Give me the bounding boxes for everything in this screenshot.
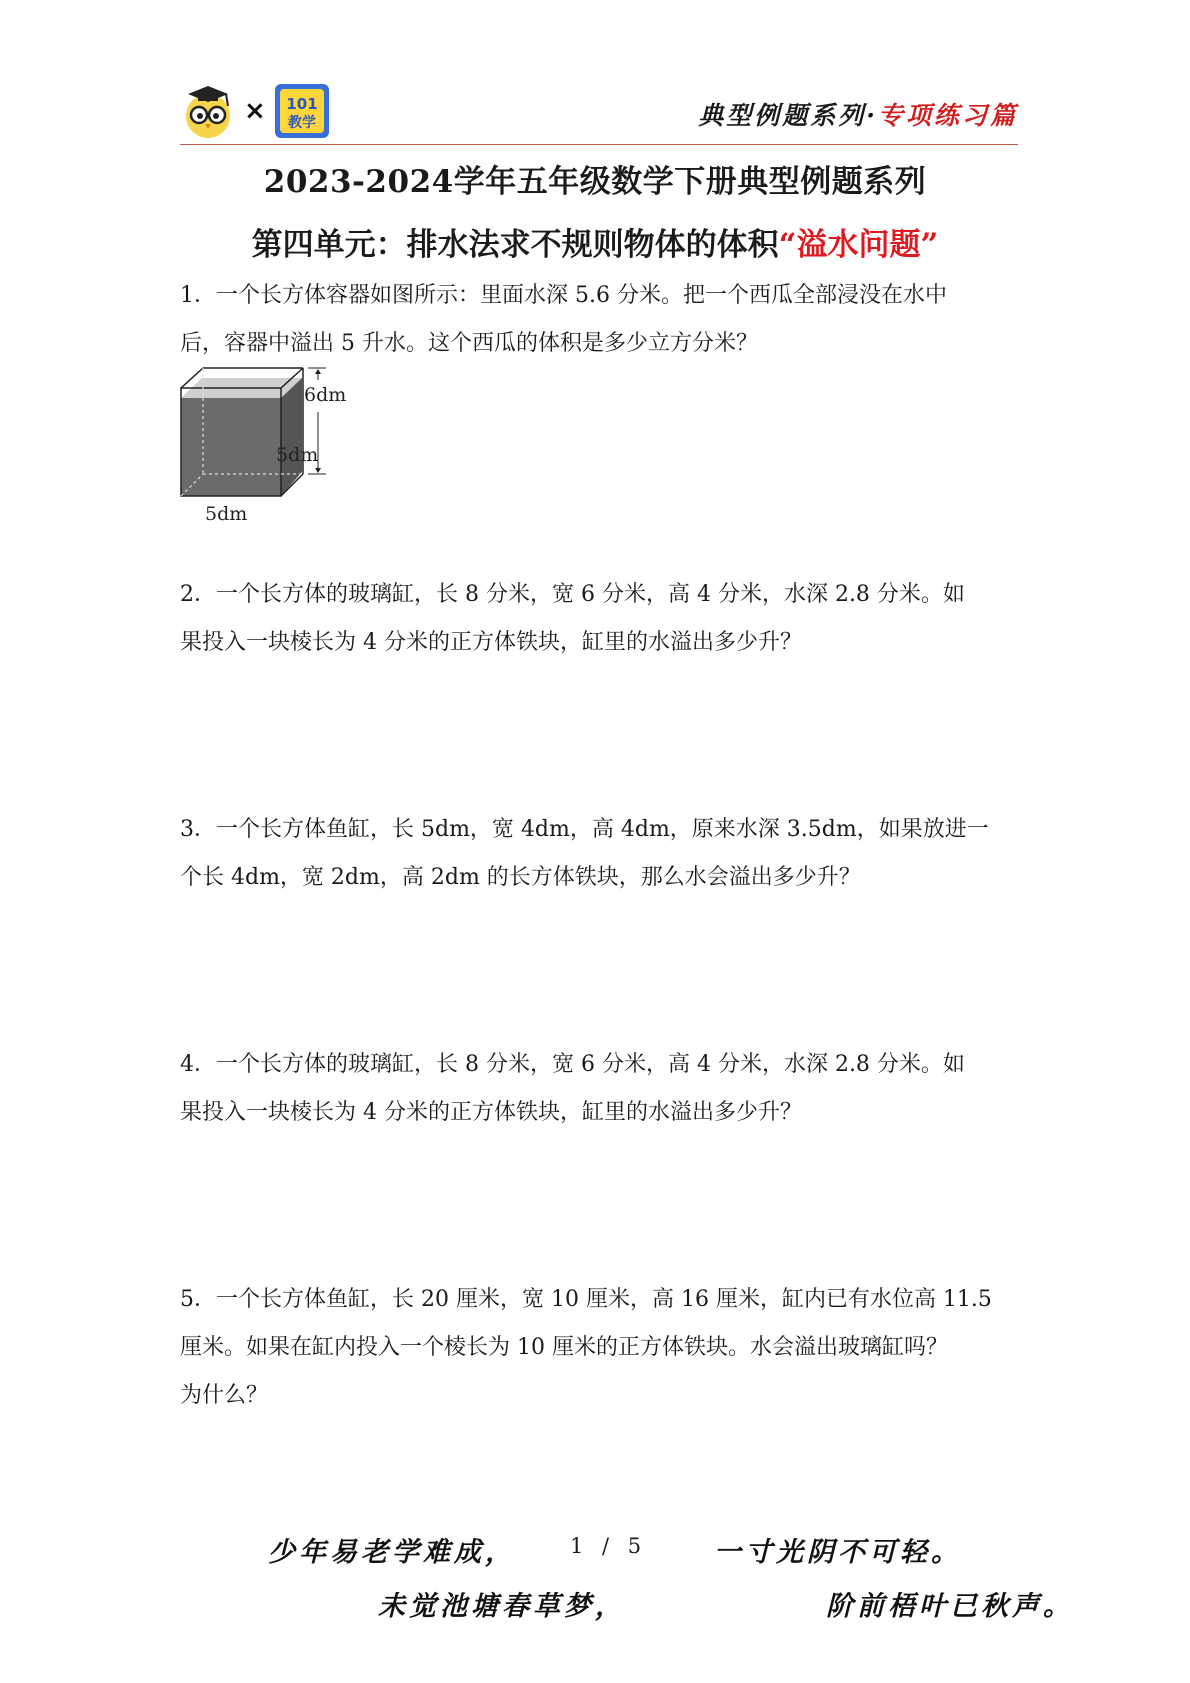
owl-mascot-logo [180,82,236,140]
question-line: 厘米。如果在缸内投入一个棱长为 10 厘米的正方体铁块。水会溢出玻璃缸吗？ [180,1335,948,1360]
header-logos [180,80,330,142]
series-label-red: 专项练习篇 [877,101,1018,130]
height-label: 6dm [304,384,347,406]
badge-text-bottom: 教学 [287,115,316,131]
page-footer [0,1530,1190,1640]
page-header [180,80,1018,146]
question-1 [180,272,1020,368]
poem-line-1: 少年易老学难成， [268,1537,516,1568]
question-2 [180,571,1020,667]
unit-title-highlight: “溢水问题” [778,227,939,263]
question-line: 2．一个长方体的玻璃缸，长 8 分米，宽 6 分米，高 4 分米，水深 2.8 分米。如 [180,582,965,607]
series-label [698,96,1018,132]
question-line: 果投入一块棱长为 4 分米的正方体铁块，缸里的水溢出多少升？ [180,1100,802,1125]
poem-line-3: 未觉池塘春草梦， [378,1591,626,1622]
width-label: 5dm [205,503,248,525]
question-line: 果投入一块棱长为 4 分米的正方体铁块，缸里的水溢出多少升？ [180,630,802,655]
poem-line-2: 一寸光阴不可轻。 [714,1537,962,1568]
times-sign: × [244,96,266,126]
jiaoxue-101-logo [274,83,330,139]
question-line: 个长 4dm，宽 2dm，高 2dm 的长方体铁块，那么水会溢出多少升？ [180,865,861,890]
badge-text-top: 101 [286,95,318,113]
poem-line-4: 阶前梧叶已秋声。 [826,1591,1074,1622]
question-3 [180,806,1020,902]
series-dot: · [866,101,878,130]
header-divider [180,144,1018,145]
question-line: 为什么？ [180,1383,269,1408]
question-line: 3．一个长方体鱼缸，长 5dm，宽 4dm，高 4dm，原来水深 3.5dm，如果放进一 [180,817,989,842]
page-number: 1 / 5 [570,1534,648,1558]
question-5 [180,1276,1020,1420]
container-figure [178,366,348,526]
question-line: 1．一个长方体容器如图所示：里面水深 5.6 分米。把一个西瓜全部浸没在水中 [180,283,947,308]
unit-title-main: 第四单元：排水法求不规则物体的体积 [251,227,779,263]
question-4 [180,1041,1020,1137]
unit-title [0,219,1190,264]
document-title: 2023-2024学年五年级数学下册典型例题系列 [263,164,927,200]
question-line: 后，容器中溢出 5 升水。这个西瓜的体积是多少立方分米？ [180,331,758,356]
depth-label: 5dm [276,444,319,466]
question-line: 4．一个长方体的玻璃缸，长 8 分米，宽 6 分米，高 4 分米，水深 2.8 分米。如 [180,1052,965,1077]
series-label-black: 典型例题系列 [698,101,867,130]
question-line: 5．一个长方体鱼缸，长 20 厘米，宽 10 厘米，高 16 厘米，缸内已有水位高 11.5 [180,1287,992,1312]
cuboid-diagram [178,366,348,526]
